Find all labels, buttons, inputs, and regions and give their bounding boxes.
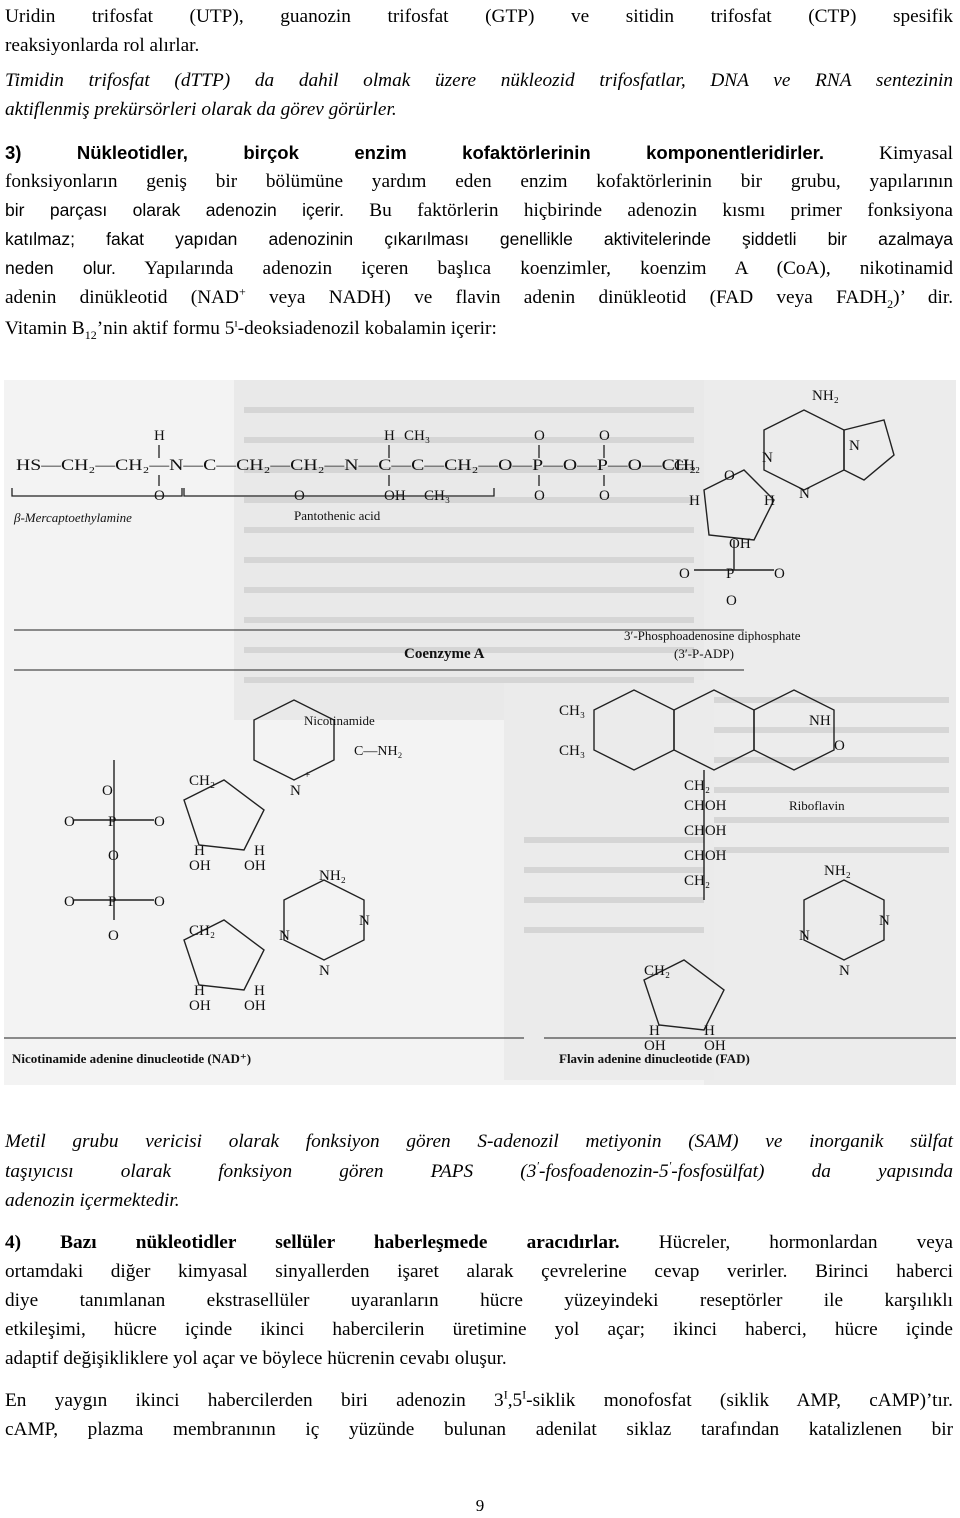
svg-text:O: O (534, 488, 545, 504)
svg-text:H: H (194, 983, 205, 999)
svg-text:H: H (254, 983, 265, 999)
svg-text:O: O (534, 428, 545, 444)
section-4-heading: 4) Bazı nükleotidler sellüler haberleşmede aracıdırlar. (5, 1232, 620, 1253)
section-3-line-1: 3) Nükleotidler, birçok enzim kofaktörlerinin komponentleridirler. Kimyasal (5, 142, 953, 164)
svg-text:CHOH: CHOH (684, 848, 727, 864)
text-line: adenin dinükleotid (NAD+ veya NADH) ve flavin adenin dinükleotid (FAD veya $FADH_2$)’ dir. (5, 284, 954, 311)
page-number: 9 (475, 1496, 485, 1515)
text-line: ortamdaki diğer kimyasal sinyallerden işaret alarak çevrelerine cevap verirler. Birinci haberci (5, 1261, 953, 1282)
svg-text:NH₂: NH₂ (319, 868, 346, 884)
svg-text:O: O (64, 894, 75, 910)
svg-text:N: N (279, 928, 290, 944)
svg-text:N: N (849, 438, 860, 454)
svg-text:N: N (319, 963, 330, 979)
svg-text:O: O (108, 928, 119, 944)
svg-text:N: N (879, 913, 890, 929)
svg-text:CH₃: CH₃ (404, 428, 431, 444)
svg-text:H: H (649, 1023, 660, 1039)
text-line: En yaygın ikinci habercilerden biri adenozin $3^I,5^I$-siklik monofosfat (siklik AMP, cAMP)’tır. (5, 1387, 953, 1411)
svg-text:OH: OH (644, 1038, 666, 1054)
text-line: adaptif değişikliklere yol açar ve böylece hücrenin cevabı oluşur. (5, 1348, 507, 1369)
svg-text:NH₂: NH₂ (824, 863, 851, 879)
svg-text:CH₂: CH₂ (674, 458, 701, 474)
conh2-group: C—NH₂ (354, 744, 403, 759)
text-line: fonksiyonların geniş bir bölümüne yardım eden enzim kofaktörlerinin bir grubu, yapılarının (5, 171, 953, 192)
svg-text:OH: OH (704, 1038, 726, 1054)
text-line: diye tanımlanan ekstrasellüler uyaranların hücre yüzeyindeki reseptörler ile karşılıklı (5, 1290, 953, 1311)
svg-text:H: H (194, 843, 205, 859)
fad-caption: Flavin adenine dinucleotide (FAD) (559, 1051, 750, 1066)
text-line: taşıyıcısı olarak fonksiyon gören PAPS (3′-fosfoadenozin-5′-fosfosülfat) da yapısında (5, 1158, 953, 1182)
svg-text:O: O (726, 593, 737, 609)
text-line: Vitamin $B_{12}’nin$ aktif formu $5^ı$-deoksiadenozil kobalamin içerir: (5, 315, 497, 342)
nicotinamide-label: Nicotinamide (304, 713, 375, 728)
svg-text:O: O (154, 814, 165, 830)
coenzyme-a-label: Coenzyme A (404, 646, 485, 662)
svg-text:N: N (799, 486, 810, 502)
text-line: cAMP, plazma membranının iç yüzünde bulunan adenilat siklaz tarafından katalizlenen bir (5, 1419, 953, 1440)
svg-text:CH₂: CH₂ (644, 963, 671, 979)
svg-text:OH: OH (189, 858, 211, 874)
text-line: reaksiyonlarda rol alırlar. (5, 35, 200, 56)
mercaptoethylamine-label: β-Mercaptoethylamine (14, 510, 132, 525)
text-line: Metil grubu vericisi olarak fonksiyon gören S-adenozil metiyonin (SAM) ve inorganik sülfat (5, 1131, 953, 1152)
section-4-line-1: 4) Bazı nükleotidler sellüler haberleşmede aracıdırlar. Hücreler, hormonlardan veya (5, 1232, 953, 1253)
svg-text:O: O (108, 848, 119, 864)
svg-text:O: O (774, 566, 785, 582)
svg-text:OH: OH (189, 998, 211, 1014)
svg-text:H: H (689, 493, 700, 509)
svg-text:CHOH: CHOH (684, 798, 727, 814)
svg-text:N: N (839, 963, 850, 979)
riboflavin-label: Riboflavin (789, 798, 845, 813)
svg-text:P: P (108, 814, 117, 830)
svg-text:O: O (599, 488, 610, 504)
text-line: katılmaz; fakat yapıdan adenozinin çıkarılması genellikle aktivitelerinde şiddetli bir azalmaya (5, 229, 953, 249)
svg-text:O: O (679, 566, 690, 582)
svg-text:CH₃: CH₃ (559, 703, 586, 719)
svg-text:O: O (294, 488, 305, 504)
svg-text:O: O (64, 814, 75, 830)
svg-text:N: N (359, 913, 370, 929)
svg-text:CH₂: CH₂ (189, 923, 216, 939)
svg-text:OH: OH (244, 998, 266, 1014)
svg-text:H: H (254, 843, 265, 859)
svg-text:CHOH: CHOH (684, 823, 727, 839)
svg-text:N: N (762, 450, 773, 466)
svg-text:P: P (726, 566, 735, 582)
svg-text:OH: OH (729, 536, 751, 552)
svg-text:CH₃: CH₃ (559, 743, 586, 759)
svg-text:CH₂: CH₂ (684, 873, 711, 889)
coenzyme-structures-figure (4, 380, 956, 1085)
svg-text:O: O (154, 894, 165, 910)
section-3-heading: 3) Nükleotidler, birçok enzim kofaktörlerinin komponentleridirler. (5, 142, 824, 163)
text-line: Uridin trifosfat (UTP), guanozin trifosfat (GTP) ve sitidin trifosfat (CTP) spesifik (5, 6, 953, 27)
svg-text:OH: OH (244, 858, 266, 874)
text-line: adenozin içermektedir. (5, 1190, 180, 1211)
svg-text:N: N (290, 783, 301, 799)
svg-text:P: P (108, 894, 117, 910)
svg-text:+: + (304, 769, 311, 781)
pantothenic-acid-label: Pantothenic acid (294, 508, 381, 523)
svg-text:CH₂: CH₂ (189, 773, 216, 789)
svg-text:O: O (724, 468, 735, 484)
coa-chain: HS—CH₂—CH₂—N—C—CH₂—CH₂—N—C—C—CH₂—O—P—O—P—O—CH₂ (16, 457, 696, 474)
svg-text:O: O (599, 428, 610, 444)
svg-text:H: H (764, 493, 775, 509)
svg-text:CH₃: CH₃ (424, 488, 451, 504)
text-line: neden olur. Yapılarında adenozin içeren başlıca koenzimler, koenzim A (CoA), nikotinamid (5, 258, 953, 279)
adp-abbr: (3′-P-ADP) (674, 646, 734, 661)
adp-label: 3′-Phosphoadenosine diphosphate (624, 628, 801, 643)
svg-text:NH: NH (809, 713, 831, 729)
svg-text:O: O (834, 738, 845, 754)
text-line: etkileşimi, hücre içinde ikinci habercilerin üretimine yol açar; ikinci haberci, hücre içinde (5, 1319, 953, 1340)
svg-text:NH₂: NH₂ (812, 388, 839, 404)
nad-caption: Nicotinamide adenine dinucleotide (NAD⁺) (12, 1051, 252, 1066)
svg-text:OH: OH (384, 488, 406, 504)
svg-text:H: H (384, 428, 395, 444)
text-line: bir parçası olarak adenozin içerir. Bu faktörlerin hiçbirinde adenozin kısmı primer fonksiyona (5, 200, 953, 221)
svg-text:O: O (154, 488, 165, 504)
svg-text:H: H (154, 428, 165, 444)
svg-text:H: H (704, 1023, 715, 1039)
text-line: Timidin trifosfat (dTTP) da dahil olmak üzere nükleozid trifosfatlar, DNA ve RNA sentezinin (5, 70, 953, 91)
text-line: aktiflenmiş prekürsörleri olarak da görev görürler. (5, 99, 397, 120)
svg-text:CH₂: CH₂ (684, 778, 711, 794)
svg-text:N: N (799, 928, 810, 944)
svg-text:O: O (102, 783, 113, 799)
